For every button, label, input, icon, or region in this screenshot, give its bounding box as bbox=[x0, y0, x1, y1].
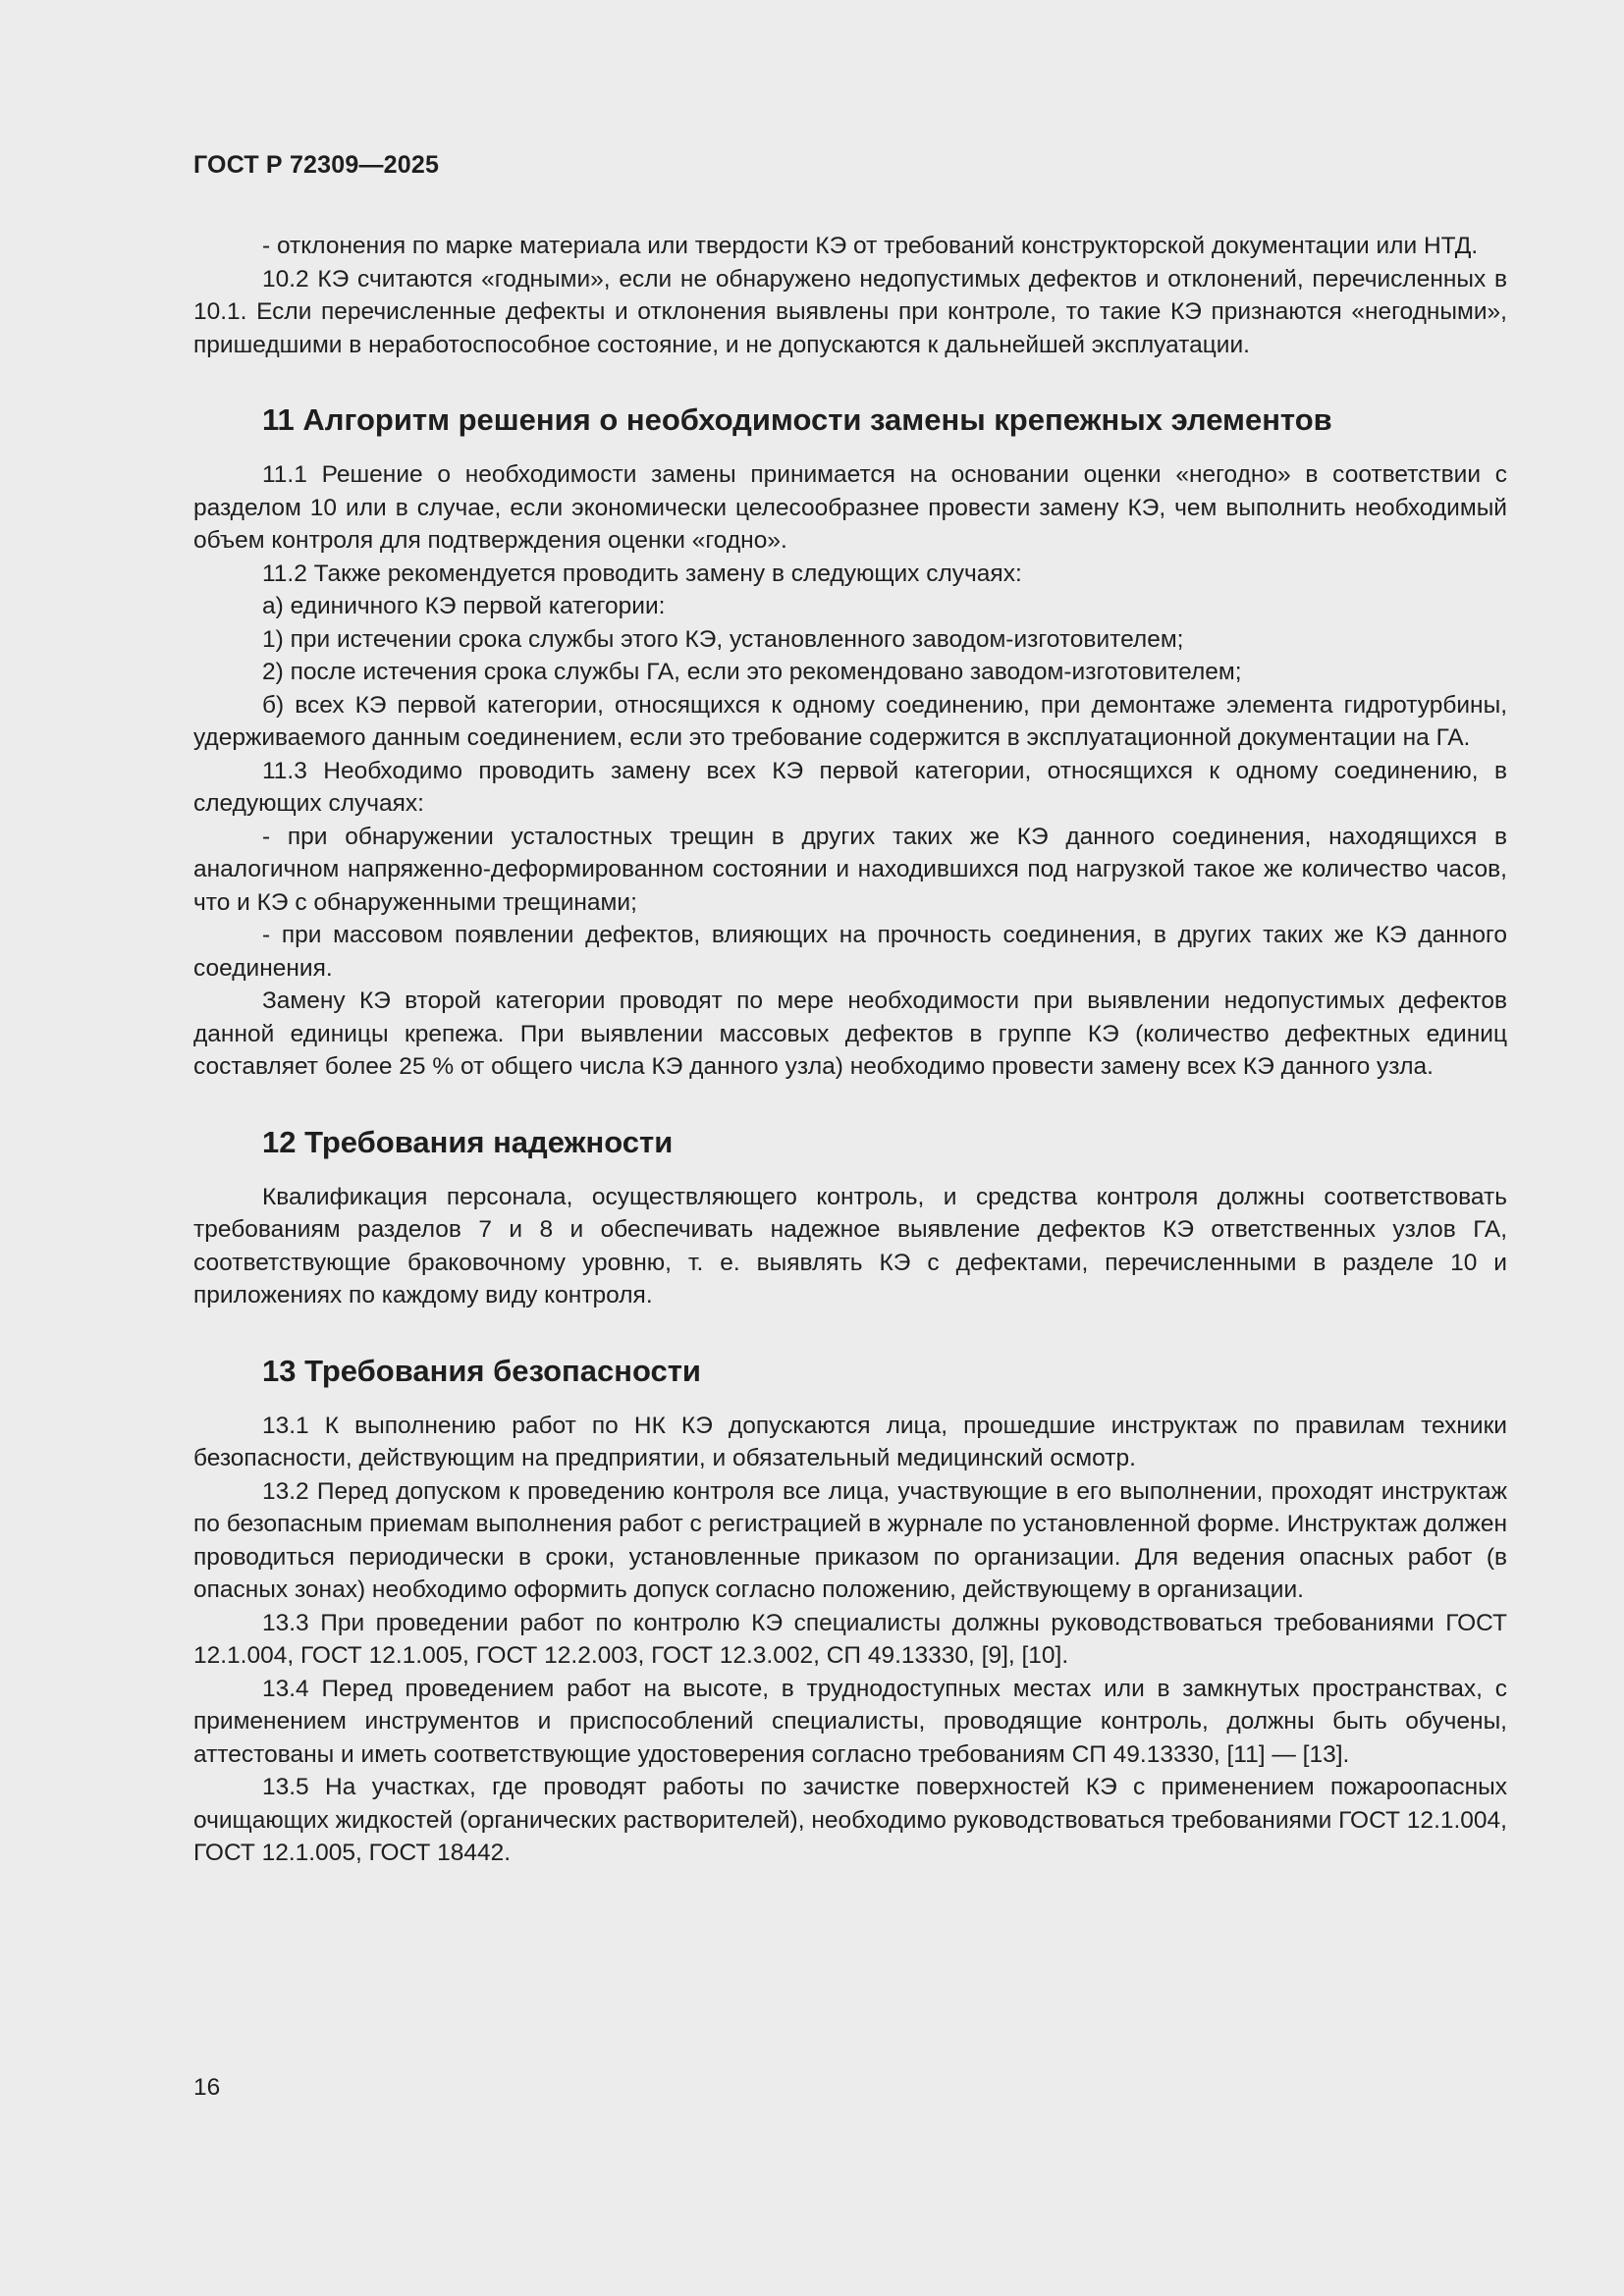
paragraph-13-5: 13.5 На участках, где проводят работы по зачистке поверхностей КЭ с применением пожароопасных очищающих жидкостей (органических растворителей), необходимо руководствоваться требованиями ГОСТ 12.1.004, ГОСТ 12.1.005, ГОСТ 18442. bbox=[193, 1774, 1507, 1866]
list-item-mass-defects: - при массовом появлении дефектов, влияющих на прочность соединения, в других таких же КЭ данного соединения. bbox=[193, 922, 1507, 982]
document-code-header: ГОСТ Р 72309—2025 bbox=[193, 151, 440, 179]
paragraph-13-1: 13.1 К выполнению работ по НК КЭ допускаются лица, прошедшие инструктаж по правилам техники безопасности, действующим на предприятии, и обязательный медицинский осмотр. bbox=[193, 1412, 1507, 1471]
list-item-fatigue-cracks: - при обнаружении усталостных трещин в других таких же КЭ данного соединения, находящихся в аналогичном напряженно-деформированном состоянии и находившихся под нагрузкой такое же количество часов, что и КЭ с обнаруженными трещинами; bbox=[193, 823, 1507, 916]
list-item-1: 1) при истечении срока службы этого КЭ, установленного заводом-изготовителем; bbox=[262, 625, 1184, 653]
paragraph-13-4: 13.4 Перед проведением работ на высоте, в труднодоступных местах или в замкнутых пространствах, с применением инструментов и приспособлений специалисты, проводящие контроль, должны быть обучены, аттестованы и иметь соответствующие удостоверения согласно требованиям СП 49.13330, [11] — [13]. bbox=[193, 1675, 1507, 1768]
paragraph-13-3: 13.3 При проведении работ по контролю КЭ специалисты должны руководствоваться требованиями ГОСТ 12.1.004, ГОСТ 12.1.005, ГОСТ 12.2.003, ГОСТ 12.3.002, СП 49.13330, [9], [10]. bbox=[193, 1609, 1507, 1669]
paragraph-12-reliability: Квалификация персонала, осуществляющего контроль, и средства контроля должны соответствовать требованиям разделов 7 и 8 и обеспечивать надежное выявление дефектов КЭ ответственных узлов ГА, соответствующие браковочному уровню, т. е. выявлять КЭ с дефектами, перечисленными в разделе 10 и приложениях по каждому виду контроля. bbox=[193, 1183, 1507, 1308]
intro-paragraph-10-2: 10.2 КЭ считаются «годными», если не обнаружено недопустимых дефектов и отклонений, перечисленных в 10.1. Если перечисленные дефекты и отклонения выявлены при контроле, то такие КЭ признаются «негодными», пришедшими в неработоспособное состояние, и не допускаются к дальнейшей эксплуатации. bbox=[193, 265, 1507, 358]
section-11-heading: 11 Алгоритм решения о необходимости замены крепежных элементов bbox=[262, 402, 1332, 437]
list-item-b: б) всех КЭ первой категории, относящихся к одному соединению, при демонтаже элемента гидротурбины, удерживаемого данным соединением, если это требование содержится в эксплуатационной документации на ГА. bbox=[193, 691, 1507, 751]
page-number: 16 bbox=[193, 2074, 221, 2101]
paragraph-second-category: Замену КЭ второй категории проводят по мере необходимости при выявлении недопустимых дефектов данной единицы крепежа. При выявлении массовых дефектов в группе КЭ (количество дефектных единиц составляет более 25 % от общего числа КЭ данного узла) необходимо провести замену всех КЭ данного узла. bbox=[193, 988, 1507, 1080]
intro-paragraph-deviation: - отклонения по марке материала или твердости КЭ от требований конструкторской документации или НТД. bbox=[262, 233, 1479, 259]
section-12-heading: 12 Требования надежности bbox=[262, 1124, 674, 1159]
paragraph-11-2: 11.2 Также рекомендуется проводить замену в следующих случаях: bbox=[262, 560, 1022, 587]
paragraph-13-2: 13.2 Перед допуском к проведению контроля все лица, участвующие в его выполнении, проходят инструктаж по безопасным приемам выполнения работ с регистрацией в журнале по установленной форме. Инструктаж должен проводиться периодически в сроки, установленные приказом по организации. Для ведения опасных работ (в опасных зонах) необходимо оформить допуск согласно положению, действующему в организации. bbox=[193, 1477, 1507, 1603]
section-13-heading: 13 Требования безопасности bbox=[262, 1353, 701, 1388]
list-item-a: а) единичного КЭ первой категории: bbox=[262, 593, 666, 619]
document-page bbox=[193, 147, 1507, 1870]
list-item-2: 2) после истечения срока службы ГА, если это рекомендовано заводом-изготовителем; bbox=[262, 659, 1242, 685]
paragraph-11-1: 11.1 Решение о необходимости замены принимается на основании оценки «негодно» в соответствии с разделом 10 или в случае, если экономически целесообразнее провести замену КЭ, чем выполнить необходимый объем контроля для подтверждения оценки «годно». bbox=[193, 461, 1507, 554]
paragraph-11-3: 11.3 Необходимо проводить замену всех КЭ первой категории, относящихся к одному соединению, в следующих случаях: bbox=[193, 757, 1507, 817]
